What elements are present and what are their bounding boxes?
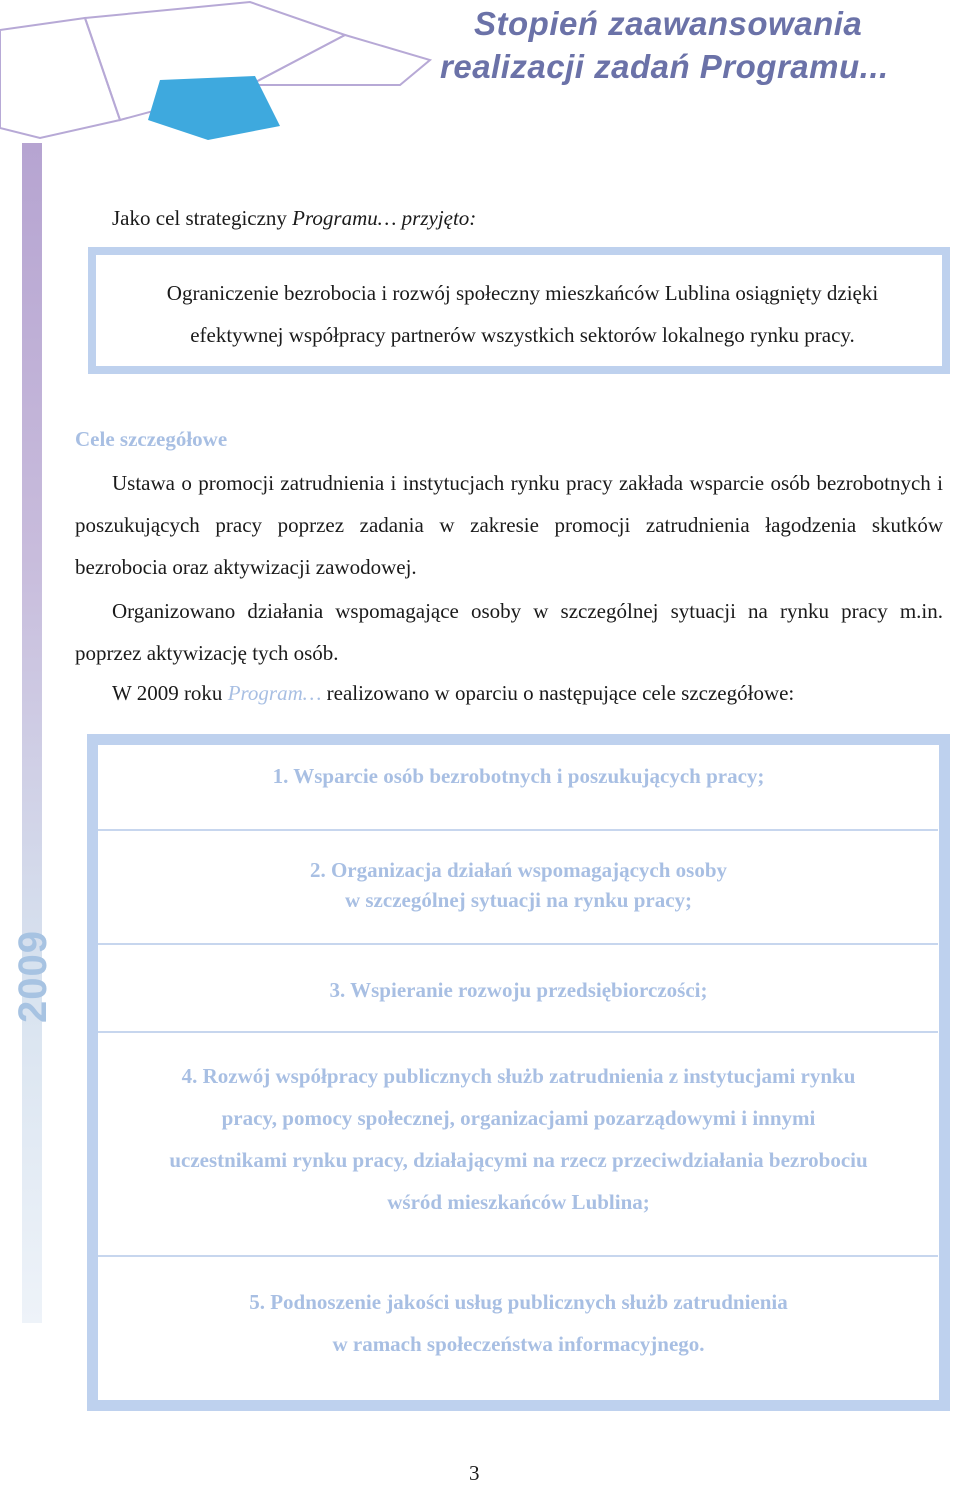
- goal-4-line-4: wśród mieszkańców Lublina;: [387, 1190, 650, 1214]
- outline-polygon-right: [250, 35, 430, 85]
- intro-italic: Programu… przyjęto:: [292, 206, 477, 230]
- strategic-goal-text: [100, 272, 945, 356]
- goal-4-line-1: 4. Rozwój współpracy publicznych służb zatrudnienia z instytucjami rynku: [181, 1064, 856, 1088]
- intro-prefix: Jako cel strategiczny: [112, 206, 293, 230]
- header-title: [440, 2, 950, 88]
- side-gradient-bar: [22, 143, 42, 1323]
- goal-5-line-2: w ramach społeczeństwa informacyjnego.: [332, 1332, 705, 1356]
- strategic-goal-line-2: efektywnej współpracy partnerów wszystkich sektorów lokalnego rynku pracy.: [190, 323, 855, 347]
- goal-item-1: [100, 755, 937, 797]
- paragraph-1-text: Ustawa o promocji zatrudnienia i instytucjach rynku pracy zakłada wsparcie osób bezrobotnych i poszukujących pracy poprzez zadania w zakresie promocji zatrudnienia łagodzenia skutków bezrobocia oraz aktywizacji zawodowej.: [75, 471, 943, 579]
- section-heading: Cele szczegółowe: [75, 427, 228, 451]
- program-emphasis: Program…: [227, 681, 322, 705]
- intro-line: [112, 206, 476, 231]
- goal-2-line-2: w szczególnej sytuacji na rynku pracy;: [344, 888, 693, 912]
- goal-divider: [98, 1031, 938, 1033]
- paragraph-1: [75, 462, 943, 588]
- paragraph-3: [75, 672, 943, 714]
- goal-1-line-1: 1. Wsparcie osób bezrobotnych i poszukujących pracy;: [272, 764, 765, 788]
- strategic-goal-line-1: Ograniczenie bezrobocia i rozwój społeczny mieszkańców Lublina osiągnięty dzięki: [166, 281, 879, 305]
- paragraph-3-prefix: W 2009 roku: [112, 681, 228, 705]
- paragraph-2-text: Organizowano działania wspomagające osoby w szczególnej sytuacji na rynku pracy m.in. poprzez aktywizację tych osób.: [75, 599, 943, 665]
- goal-item-4: [100, 1055, 937, 1223]
- goal-item-2: [100, 855, 937, 915]
- goal-5-line-1: 5. Podnoszenie jakości usług publicznych służb zatrudnienia: [249, 1290, 788, 1314]
- goal-divider: [98, 829, 938, 831]
- header-title-line-2: realizacji zadań Programu...: [440, 48, 889, 85]
- goal-item-5: [100, 1281, 937, 1365]
- goal-item-3: [100, 969, 937, 1011]
- header-title-line-1: Stopień zaawansowania: [474, 5, 863, 42]
- goal-3-line-1: 3. Wspieranie rozwoju przedsiębiorczości;: [329, 978, 708, 1002]
- page-number: 3: [469, 1461, 480, 1485]
- paragraph-2: [75, 590, 943, 674]
- goal-divider: [98, 943, 938, 945]
- outline-polygon-left: [0, 18, 120, 138]
- year-vertical-label: 2009: [11, 930, 55, 1023]
- goal-2-line-1: 2. Organizacja działań wspomagających osoby: [309, 858, 728, 882]
- goal-4-line-2: pracy, pomocy społecznej, organizacjami pozarządowymi i innymi: [221, 1106, 816, 1130]
- goal-divider: [98, 1255, 938, 1257]
- goal-4-line-3: uczestnikami rynku pracy, działającymi na rzecz przeciwdziałania bezrobociu: [169, 1148, 868, 1172]
- paragraph-3-suffix: realizowano w oparciu o następujące cele szczegółowe:: [321, 681, 795, 705]
